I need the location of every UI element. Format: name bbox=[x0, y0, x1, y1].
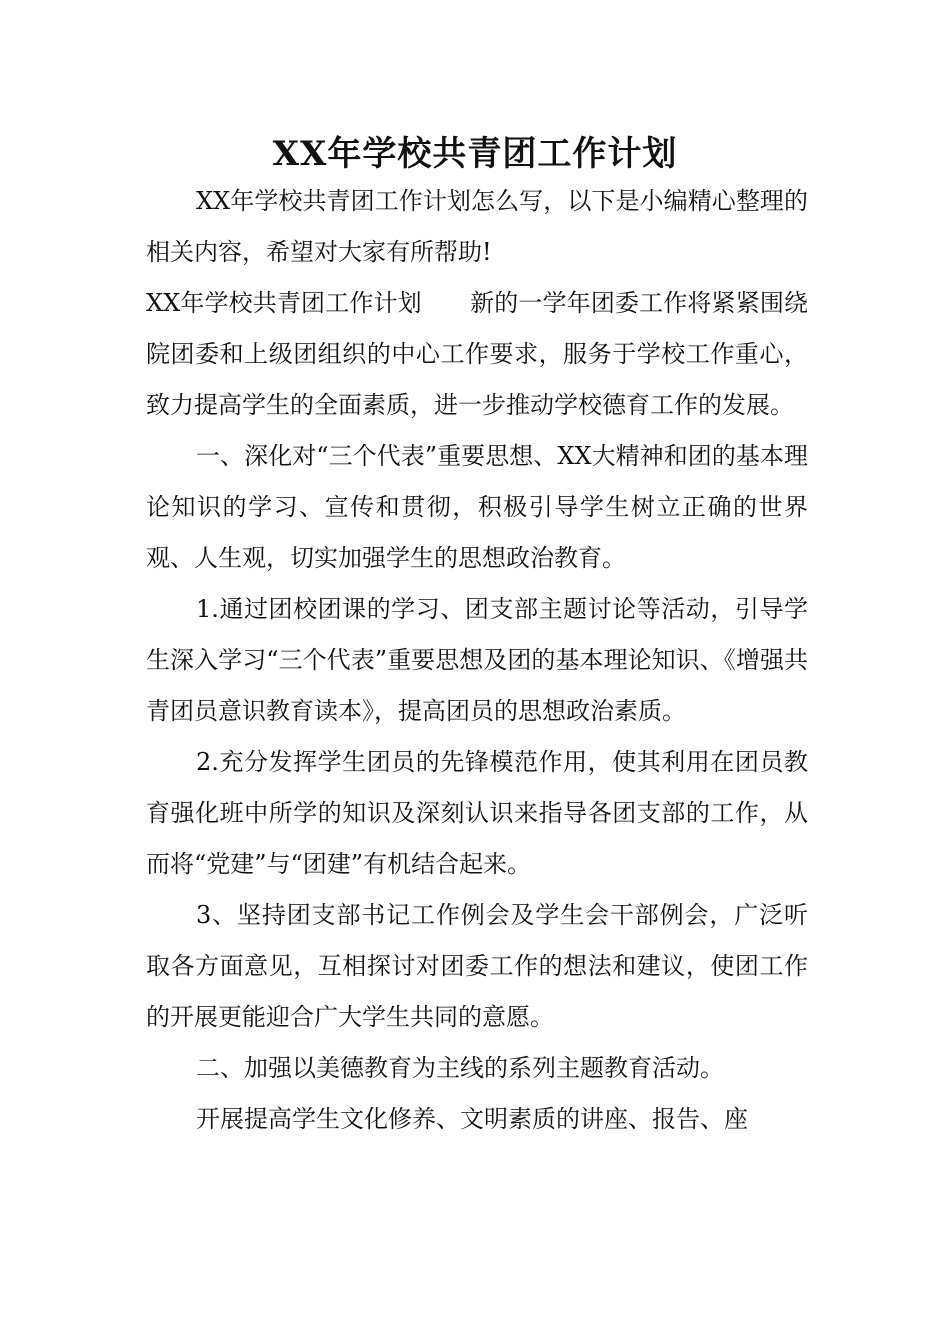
document-body bbox=[146, 176, 808, 1145]
paragraph-activities: 开展提高学生文化修养、文明素质的讲座、报告、座 bbox=[196, 1105, 748, 1133]
paragraph-item-3: 3、坚持团支部书记工作例会及学生会干部例会，广泛听取各方面意见，互相探讨对团委工作的想法和建议，使团工作的开展更能迎合广大学生共同的意愿。 bbox=[146, 901, 808, 1031]
paragraph-overview: XX年学校共青团工作计划 新的一学年团委工作将紧紧围绕院团委和上级团组织的中心工作要求，服务于学校工作重心，致力提高学生的全面素质，进一步推动学校德育工作的发展。 bbox=[146, 289, 808, 419]
paragraph-section-1: 一、深化对“三个代表”重要思想、XX大精神和团的基本理论知识的学习、宣传和贯彻，积极引导学生树立正确的世界观、人生观，切实加强学生的思想政治教育。 bbox=[146, 442, 808, 572]
paragraph-item-1: 1.通过团校团课的学习、团支部主题讨论等活动，引导学生深入学习“三个代表”重要思想及团的基本理论知识、《增强共青团员意识教育读本》，提高团员的思想政治素质。 bbox=[146, 595, 808, 725]
paragraph-intro: XX年学校共青团工作计划怎么写，以下是小编精心整理的相关内容，希望对大家有所帮助! bbox=[146, 187, 808, 266]
paragraph-item-2: 2.充分发挥学生团员的先锋模范作用，使其利用在团员教育强化班中所学的知识及深刻认识来指导各团支部的工作，从而将“党建”与“团建”有机结合起来。 bbox=[146, 748, 808, 878]
document-title: XX年学校共青团工作计划 bbox=[272, 134, 678, 174]
paragraph-section-2: 二、加强以美德教育为主线的系列主题教育活动。 bbox=[196, 1054, 724, 1082]
